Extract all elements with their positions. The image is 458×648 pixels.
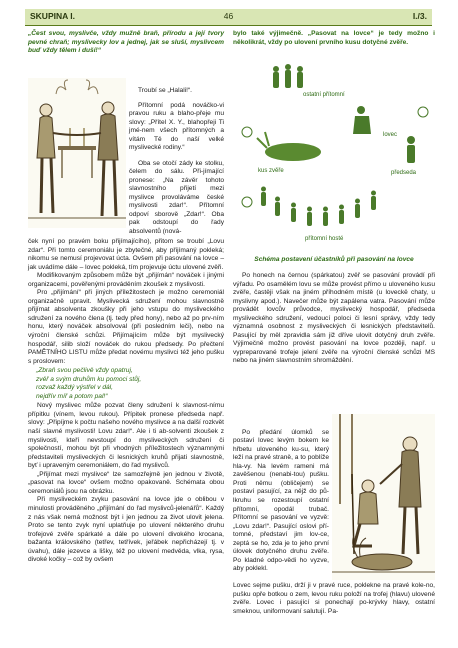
poem-line: rozvaž každý výstřel v dál, <box>36 384 113 392</box>
right-column-tail <box>233 582 435 616</box>
paragraph: Troubí se „Halali!“. <box>138 86 192 94</box>
poem-line: „Zbraň svou pečlivě vždy opatruj, <box>36 367 133 375</box>
paragraph: Po předání úlomků se postaví lovec levým bokem ke hřbetu uloveného ku-su, který leží na pravé straně, a to poblíže hla-vy. Na levém rameni má zavěšenou (nenabi-tou) pušku. Proti němu (obličejem) se postaví pasující, za nějž do pů-lkruhu se rozestoupí ostatní přítomní, opodál trubač. Přítomní se pasování ve vyzvě: „Lovu zdar!“. Pasující oslovi pří-tomné, představí jim lov-ce, zeptá se ho, zda je to jeho první úlovek dotyčného druhu zvěře. Po kladné odpo-vědi ho vyzve, aby poklekl. <box>233 428 329 573</box>
label-ostatni: ostatní přítomní <box>303 92 345 98</box>
label-kus-zvere: kus zvěře <box>258 168 284 174</box>
paragraph: Lovec sejme pušku, drží ji v pravé ruce, pokleknе na pravé kole-no, pušku opře botkou o zem, levou ruku položí na trofej (hlavu) ulovené zvěře. Lovec i pasující si ponechají po-krývky hlavy, ostatní smeknou, uniformovaní salutují. Pa- <box>233 582 435 615</box>
label-hoste: přítomní hosté <box>305 236 344 242</box>
chapter-label: I./3. <box>412 11 427 21</box>
pasovani-diagram <box>233 52 435 254</box>
section-label: SKUPINA I. <box>30 11 76 21</box>
left-float-text <box>129 80 224 243</box>
paragraph: „Přijímat mezi myslivce“ lze samozřejmě jen jednou v životě, „pasovat na lovce“ ovšem možno opakovaně. Schémata obou ceremoniálů jsou na obrázku. <box>28 470 224 495</box>
left-column-body <box>28 238 224 565</box>
paragraph: Nový myslivec může pozvat členy sdružení k slavnost-nímu přípitku (vínem, levou rukou). Přípitek pronese předseda např. slovy: „Připíjme k počtu našeho nového myslivce a na další rozkvět naší slavné myslivosti! Lovu zdar!“. Ale i ti ab-solventi zkoušek z myslivosti, kteří nevstoupí do mysliveckých sdružení či společností, mohou být při vhodných příležitostech významnými představiteli mysliveckých či lesnických kruhů přijati slavnostně, byť i upraveným ceremoniálem, do řad myslivců. <box>28 402 224 470</box>
intro-paragraph: bylo také výjimečně. „Pasovat na lovce“ je tedy možno i několikrát, vždy po ulovení prvního kusu dotyčné zvěře. <box>233 30 435 46</box>
paragraph: Pro „přijímání“ při jiných příležitostech je možno ceremoniál organizačně upravit. Myslivecká sdružení mohou slavnostně přijímat absolventa zkoušky při jeho vstupu do mysliveckého sdružení za nového člena (tj. tedy před hony), nebo až po prv-ním honu, který nováček absolvoval (při posledním leči), nebo na výroční členské schůzi. Přijímajícím může být myslivecký hospodář, silib složí nováček do rukou předsedy. Po přečtení PAMĚTNÍHO LISTU může předat novému myslivci též jeho pušku s proslovem: <box>28 289 224 365</box>
label-lovec: lovec <box>383 132 398 138</box>
poem-line: zvěř a svým druhům ku pomoci stůj, <box>36 375 142 383</box>
diagram-caption: Schéma postavení účastníků při pasování na lovce <box>254 256 414 263</box>
label-predseda: předseda <box>391 170 417 176</box>
paragraph: Při mysliveckém zvyku pasování na lovce jde o oblibou v minulosti prováděného „přijímání do řad myslivců-jelenářů“. Každý z nás však nemá možnost být i jen jednou za život ulovit jelena. Proto se tento zvyk nyní uplatňuje po ulovení některého druhu trofejové zvěře spárkaté a dále po ulovení divokého krocana, bažanta královského (tetřev, tetřívek, jeřábek nepřicházejí tj. v úvahu), dále jezevce a lišky, též po ulovení medvěda, vlka, rysa, divoké kočky – což by ovšem <box>28 496 224 564</box>
paragraph: Po honech na černou (spárkatou) zvěř se pasování provádí při výřadu. Po osamělém lovu se může provést přímo u uloveného kusu zvěře, častěji však na jiném příhodném místě (u loveckě chaty, u myslivny apod.). Navečer může být zapálena vatra. Pasování může provádět lovcův průvodce, myslivecký hospodář, předseda mysliveckého sdružení, vedoucí poloci či lesní správy, vždy tedy významná osobnost z mysliveckých či lesnických představitelů. Pasující by měl zpravidla sám již dříve ulovit dotyčný druh zvěře. Výjimečně možno provést pasování na lovce později, např. u vypreparované trofeje jelení zvěře na výroční členské schůzi MS nebo na jiném slavnostním shromáždění. <box>233 272 435 365</box>
right-column-body <box>233 272 435 366</box>
opening-quote: „Čest svou, myslivče, vždy mužně braň, přírodu a její tvory pevné chraň; myslivecky lov a jednej, jak se sluší, myslivcem buď vždy tělem i duší!“ <box>28 30 224 55</box>
right-column-top <box>233 30 435 47</box>
poem-block <box>28 367 224 401</box>
kneeling-hunter-illustration <box>332 414 435 580</box>
paragraph: Oba se otočí zády ke stolku, čelem do sálu. Při-jímající pronese: „Na závěr tohoto slavnostního přijetí mezi myslivce provoláváme české myslivosti zdar!“. Přítomní odpoví sborově „Zdar!“. Oba pak odstoupí do řady absolventů (nová- <box>129 159 224 235</box>
paragraph: Přítomní podá nováčko-vi pravou ruku a blaho-přeje mu slovy: „Přítel X. Y., blahopřeji Ti jmé-nem všech přítomných a vítám Tě do naší velké myslivecké rodiny.“ <box>129 101 224 152</box>
page-number: 46 <box>223 11 234 21</box>
poem-line: nejdřív míř a potom pal!“ <box>36 392 108 400</box>
left-column-top <box>28 30 224 56</box>
paragraph: Modifikovaným způsobem může být „přijímán“ nováček i jinými organizacemi, pověřenými prováděním zkoušek z myslivosti. <box>28 272 224 288</box>
right-float-text <box>233 422 329 580</box>
paragraph: ček nyní po pravém boku přijímajícího), přitom se troubí „Lovu zdar“. Při tomto ceremoniálu je zbytečné, aby přijímaný pokleká; nikomu se nemusí projevovat úcta. Ovšem při pasování na lovce – jak uvádíme dále – lovec pokleká, tím projevuje úctu ulovené zvěři. <box>28 238 224 271</box>
page-header <box>25 9 432 26</box>
ceremony-illustration <box>28 78 126 228</box>
